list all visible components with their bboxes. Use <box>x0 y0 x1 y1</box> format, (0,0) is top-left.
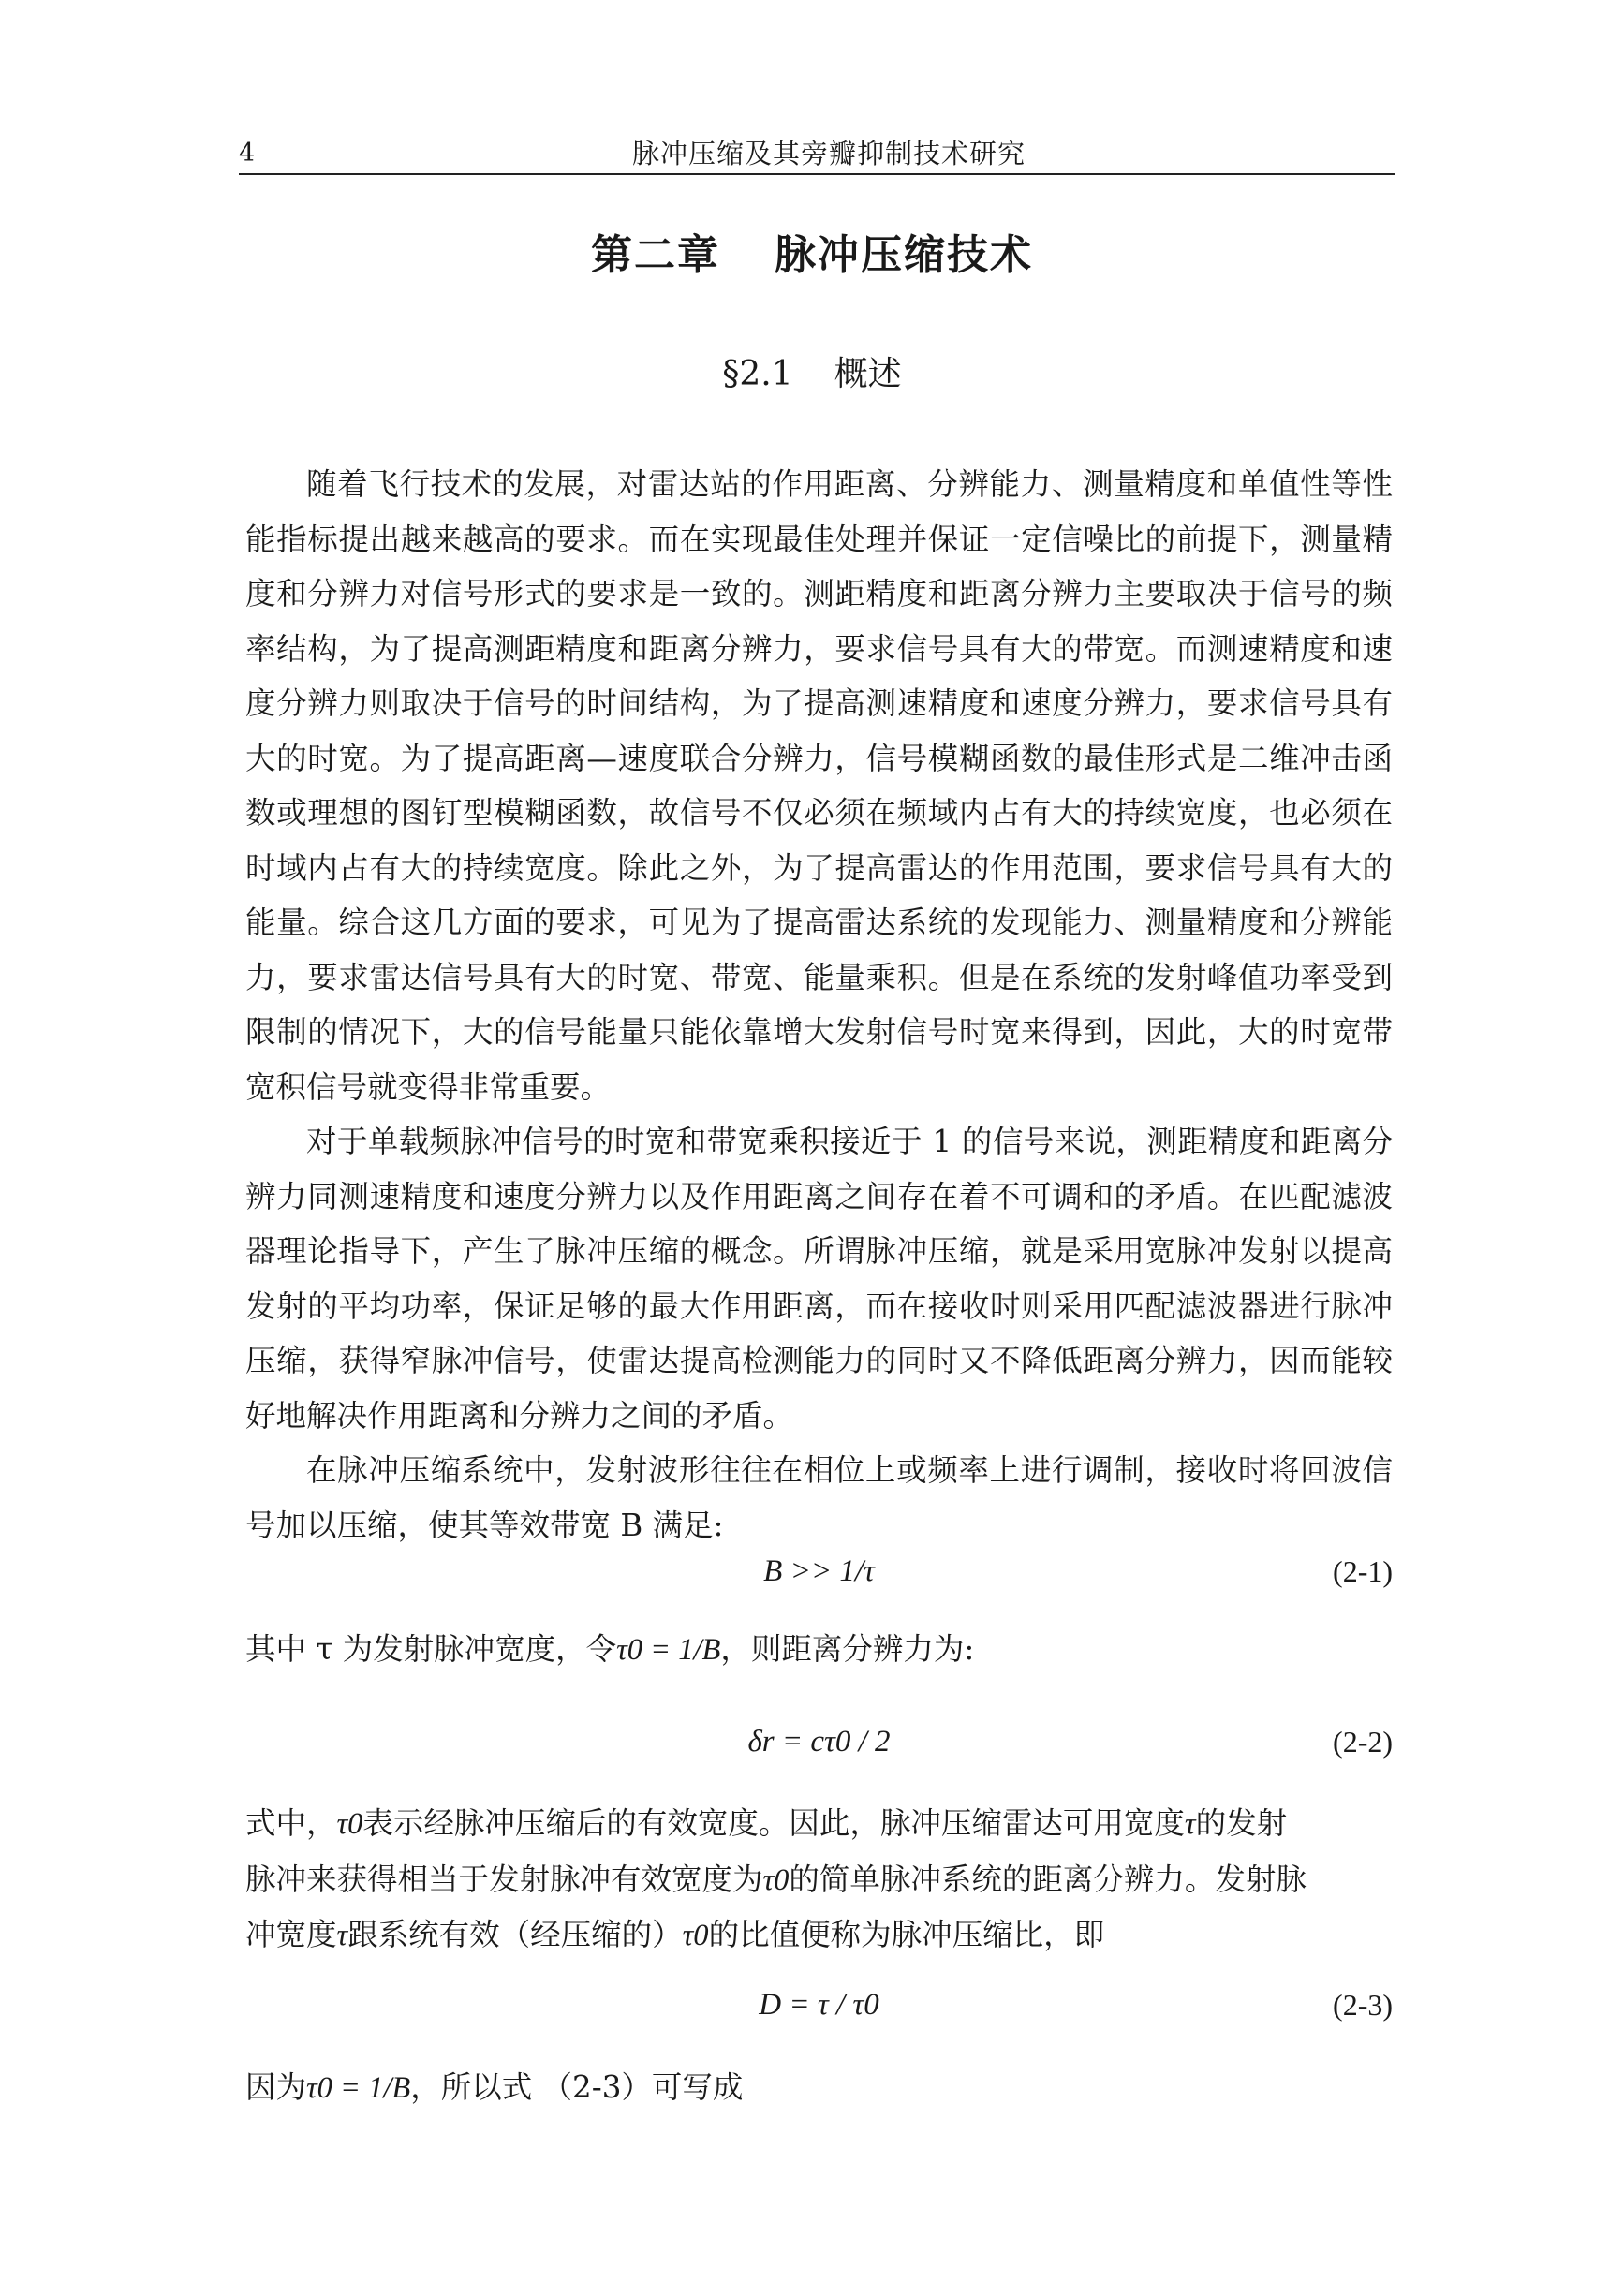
section-name: 概述 <box>834 355 902 393</box>
equation-2-3 <box>245 1979 1393 2031</box>
section-title <box>0 351 1624 398</box>
inline-math: τ0 <box>336 1807 363 1841</box>
text-span: 其中 τ 为发射脉冲宽度，令 <box>245 1631 617 1667</box>
paragraph: 随着飞行技术的发展，对雷达站的作用距离、分辨能力、测量精度和单值性等性能指标提出越来越高的要求。而在实现最佳处理并保证一定信噪比的前提下，测量精度和分辨力对信号形式的要求是一致的。测距精度和距离分辨力主要取决于信号的频率结构，为了提高测距精度和距离分辨力，要求信号具有大的带宽。而测速精度和速度分辨力则取决于信号的时间结构，为了提高测速精度和速度分辨力，要求信号具有大的时宽。为了提高距离—速度联合分辨力，信号模糊函数的最佳形式是二维冲击函数或理想的图钉型模糊函数，故信号不仅必须在频域内占有大的持续宽度，也必须在时域内占有大的持续宽度。除此之外，为了提高雷达的作用范围，要求信号具有大的能量。综合这几方面的要求，可见为了提高雷达系统的发现能力、测量精度和分辨能力，要求雷达信号具有大的时宽、带宽、能量乘积。但是在系统的发射峰值功率受到限制的情况下，大的信号能量只能依靠增大发射信号时宽来得到，因此，大的时宽带宽积信号就变得非常重要。 <box>245 466 1393 1105</box>
body-text <box>245 457 1393 1553</box>
inline-math: τ0 <box>682 1919 709 1952</box>
inline-math: τ <box>1184 1807 1196 1841</box>
text-span: 的比值便称为脉冲压缩比，即 <box>708 1917 1105 1952</box>
paragraph: 对于单载频脉冲信号的时宽和带宽乘积接近于 1 的信号来说，测距精度和距离分辨力同测速精度和速度分辨力以及作用距离之间存在着不可调和的矛盾。在匹配滤波器理论指导下，产生了脉冲压缩的概念。所谓脉冲压缩，就是采用宽脉冲发射以提高发射的平均功率，保证足够的最大作用距离，而在接收时则采用匹配滤波器进行脉冲压缩，获得窄脉冲信号，使雷达提高检测能力的同时又不降低距离分辨力，因而能较好地解决作用距离和分辨力之间的矛盾。 <box>245 1124 1393 1434</box>
text-line <box>245 1622 1393 1677</box>
text-span: ，所以式 （2-3）可写成 <box>410 2069 744 2105</box>
equation-number: (2-2) <box>1333 1725 1393 1759</box>
inline-math: τ <box>336 1919 348 1952</box>
text-span: 表示经脉冲压缩后的有效宽度。因此，脉冲压缩雷达可用宽度 <box>362 1805 1185 1841</box>
equation-2-2 <box>245 1715 1393 1768</box>
text-span: 因为 <box>245 2069 307 2105</box>
header-rule <box>239 173 1395 175</box>
text-span: 的发射 <box>1195 1805 1288 1841</box>
text-span: ，则距离分辨力为: <box>720 1631 975 1667</box>
text-span: 跟系统有效（经压缩的） <box>347 1917 683 1952</box>
section-number: §2.1 <box>722 355 793 393</box>
text-line <box>245 1852 1393 1907</box>
inline-math: τ0 = 1/B <box>306 2071 411 2105</box>
equation-expression: δr = cτ0 / 2 <box>747 1725 891 1759</box>
text-line <box>245 1907 1393 1963</box>
chapter-title <box>0 229 1624 282</box>
text-line <box>245 1796 1393 1851</box>
running-header-title: 脉冲压缩及其旁瓣抑制技术研究 <box>632 138 1026 169</box>
inline-math: τ0 = 1/B <box>616 1633 721 1667</box>
paragraph: 在脉冲压缩系统中，发射波形往往在相位上或频率上进行调制，接收时将回波信号加以压缩，使其等效带宽 B 满足: <box>245 1452 1393 1543</box>
running-header <box>239 137 1395 178</box>
equation-expression: D = τ / τ0 <box>759 1988 879 2022</box>
text-line <box>245 2060 1393 2115</box>
text-span: 冲宽度 <box>245 1917 337 1952</box>
equation-number: (2-3) <box>1333 1988 1393 2022</box>
chapter-name: 脉冲压缩技术 <box>775 231 1033 279</box>
equation-number: (2-1) <box>1333 1554 1393 1588</box>
page-number: 4 <box>239 139 256 168</box>
text-span: 的简单脉冲系统的距离分辨力。发射脉 <box>789 1862 1307 1897</box>
text-span: 脉冲来获得相当于发射脉冲有效宽度为 <box>245 1862 763 1897</box>
equation-2-1 <box>245 1545 1393 1597</box>
text-span: 式中， <box>245 1805 337 1841</box>
inline-math: τ0 <box>762 1863 790 1897</box>
chapter-number: 第二章 <box>591 231 720 279</box>
equation-expression: B >> 1/τ <box>763 1554 875 1588</box>
